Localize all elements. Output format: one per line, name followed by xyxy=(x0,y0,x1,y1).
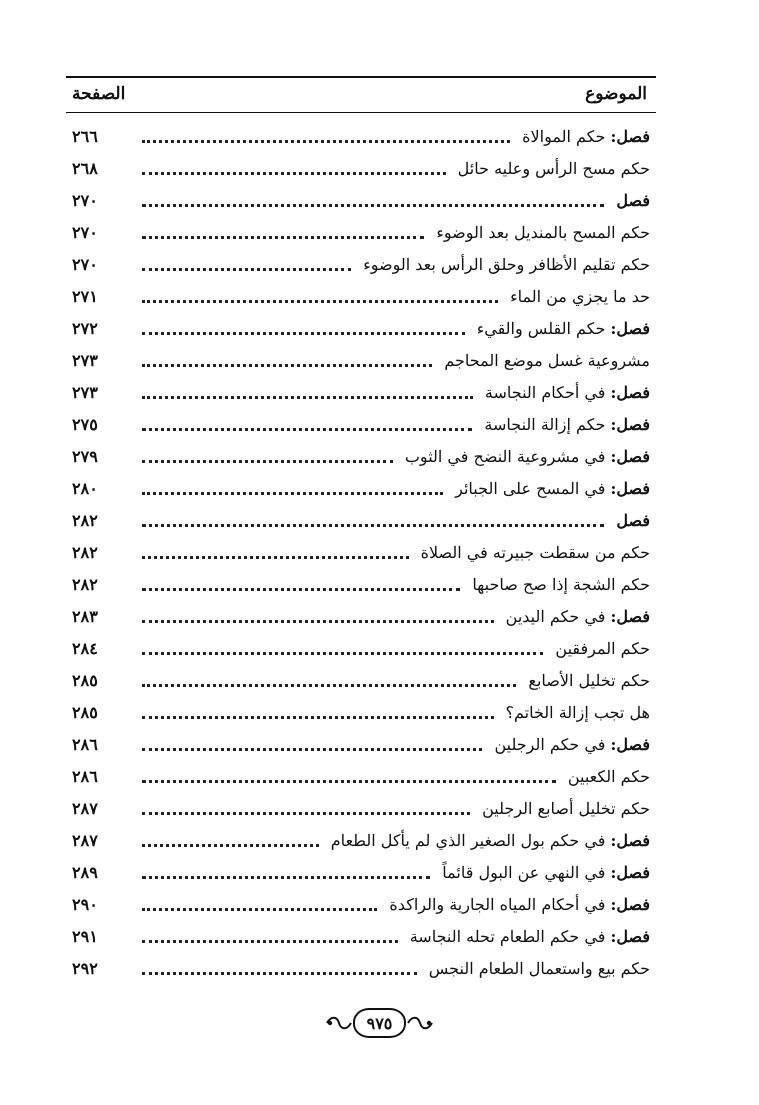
toc-entry-text: حكم الشجة إذا صح صاحبها xyxy=(472,574,650,594)
dot-leader xyxy=(142,908,377,911)
dot-leader xyxy=(142,556,409,559)
toc-entry-page: ٢٨٢ xyxy=(72,510,98,530)
toc-entry xyxy=(72,856,650,888)
toc-entry-prefix: فصل: xyxy=(610,126,650,146)
dot-leader xyxy=(142,876,430,879)
toc-entry-title xyxy=(547,639,650,658)
dot-leader xyxy=(142,812,470,815)
page-number: ٩٧٥ xyxy=(353,1008,407,1038)
toc-entry xyxy=(72,248,650,280)
toc-entry-text: في المسح على الجبائر xyxy=(455,478,606,498)
toc-entry-text: حكم المرفقين xyxy=(555,638,650,658)
toc-entry-page: ٢٧٣ xyxy=(72,382,98,402)
toc-entry-text: حكم الكعبين xyxy=(567,766,650,786)
toc-entry xyxy=(72,920,650,952)
toc-entry-text: حكم المسح بالمنديل بعد الوضوء xyxy=(436,222,650,242)
toc-entry-title xyxy=(464,575,650,594)
toc-entry-page: ٢٧٠ xyxy=(72,190,98,210)
header-bottom-rule xyxy=(66,112,656,113)
toc-entry-text: حكم الموالاة xyxy=(522,126,606,146)
toc-entry-text: حكم تخليل أصابع الرجلين xyxy=(482,798,650,818)
toc-entry xyxy=(72,632,650,664)
toc-entry xyxy=(72,120,650,152)
dot-leader xyxy=(142,524,604,527)
dot-leader xyxy=(142,236,424,239)
toc-entry-prefix: فصل: xyxy=(610,862,650,882)
toc-entry-page: ٢٨٧ xyxy=(72,798,98,818)
toc-entry-page: ٢٨٥ xyxy=(72,670,98,690)
toc-entry-title xyxy=(476,415,650,434)
toc-entry-text: في مشروعية النضح في الثوب xyxy=(404,446,606,466)
toc-entry-text: هل تجب إزالة الخاتم؟ xyxy=(505,702,650,722)
toc-entry-page: ٢٨٦ xyxy=(72,766,98,786)
toc-entry-text: حكم إزالة النجاسة xyxy=(484,414,606,434)
toc-entry xyxy=(72,408,650,440)
toc-entry xyxy=(72,696,650,728)
toc-entry-text: في حكم الطعام تحله النجاسة xyxy=(409,926,606,946)
toc-entry-text: حكم من سقطت جبيرته في الصلاة xyxy=(420,542,650,562)
toc-entry-title xyxy=(560,767,650,786)
toc-entry-prefix: فصل: xyxy=(610,894,650,914)
dot-leader xyxy=(142,460,393,463)
toc-entry-text: في حكم اليدين xyxy=(505,606,606,626)
toc-entry-page: ٢٦٨ xyxy=(72,158,98,178)
toc-entry-title xyxy=(397,447,650,466)
toc-entry-prefix: فصل: xyxy=(610,446,650,466)
dot-leader xyxy=(142,588,460,591)
toc-entry-page: ٢٨٠ xyxy=(72,478,98,498)
toc-entry-prefix: فصل: xyxy=(610,414,650,434)
toc-entry xyxy=(72,664,650,696)
toc-entry-title xyxy=(323,831,650,850)
toc-entry xyxy=(72,312,650,344)
toc-entry xyxy=(72,728,650,760)
toc-entry-page: ٢٩٢ xyxy=(72,958,98,978)
dot-leader xyxy=(142,300,498,303)
toc-entry-text: حكم تخليل الأصابع xyxy=(528,670,650,690)
dot-leader xyxy=(142,748,482,751)
toc-entry xyxy=(72,824,650,856)
dot-leader xyxy=(142,780,556,783)
toc-entry-prefix: فصل: xyxy=(610,830,650,850)
toc-entry-title xyxy=(498,607,650,626)
toc-entry xyxy=(72,440,650,472)
header-topic-label: الموضوع xyxy=(585,84,647,104)
toc-entry xyxy=(72,280,650,312)
toc-entry-title xyxy=(421,959,650,978)
toc-entry xyxy=(72,760,650,792)
toc-entry-title xyxy=(447,479,650,498)
toc-entry-prefix: فصل xyxy=(616,190,650,210)
toc-entry xyxy=(72,536,650,568)
toc-entry-prefix: فصل: xyxy=(610,734,650,754)
toc-entry-text: في أحكام النجاسة xyxy=(484,382,606,402)
toc-entry-page: ٢٨٣ xyxy=(72,606,98,626)
toc-entry-title xyxy=(608,191,650,210)
toc-entry-title xyxy=(381,895,650,914)
toc-entry-title xyxy=(608,511,650,530)
toc-entry-title xyxy=(469,319,650,338)
toc-entry-title xyxy=(436,351,650,370)
toc-entry-title xyxy=(428,223,650,242)
toc-entry-prefix: فصل: xyxy=(610,382,650,402)
toc-entry xyxy=(72,472,650,504)
toc-entry-text: في حكم الرجلين xyxy=(494,734,606,754)
toc-entry-title xyxy=(413,543,650,562)
toc-entry xyxy=(72,792,650,824)
toc-entry-text: حكم مسح الرأس وعليه حائل xyxy=(457,158,650,178)
header-top-rule xyxy=(66,76,656,78)
toc-entry-page: ٢٧٩ xyxy=(72,446,98,466)
dot-leader xyxy=(142,204,604,207)
toc-entry-text: حكم تقليم الأظافر وحلق الرأس بعد الوضوء xyxy=(363,254,650,274)
toc-entry-page: ٢٨٢ xyxy=(72,542,98,562)
toc-entry-title xyxy=(355,255,650,274)
dot-leader xyxy=(142,172,446,175)
page-footer xyxy=(0,1005,759,1041)
toc-entry-prefix: فصل: xyxy=(610,318,650,338)
dot-leader xyxy=(142,332,465,335)
toc-entry-page: ٢٨٧ xyxy=(72,830,98,850)
toc-entry-title xyxy=(514,127,650,146)
toc-entry-page: ٢٧٠ xyxy=(72,254,98,274)
toc-entry-title xyxy=(450,159,650,178)
toc-entry-page: ٢٨٩ xyxy=(72,862,98,882)
dot-leader xyxy=(142,684,516,687)
toc-entry-title xyxy=(474,799,650,818)
toc-entry-title xyxy=(502,287,650,306)
toc-entry xyxy=(72,152,650,184)
toc-entry-page: ٢٧٠ xyxy=(72,222,98,242)
toc-entry-title xyxy=(486,735,650,754)
toc-entry-text: في النهي عن البول قائماً xyxy=(442,862,606,882)
toc-entry-prefix: فصل: xyxy=(610,926,650,946)
toc-entry-text: حكم بيع واستعمال الطعام النجس xyxy=(428,958,650,978)
table-of-contents xyxy=(72,120,650,984)
toc-entry-page: ٢٨٤ xyxy=(72,638,98,658)
toc-entry-page: ٢٨٦ xyxy=(72,734,98,754)
dot-leader xyxy=(142,620,494,623)
dot-leader xyxy=(142,492,443,495)
dot-leader xyxy=(142,716,494,719)
dot-leader xyxy=(142,268,351,271)
toc-entry-prefix: فصل xyxy=(616,510,650,530)
toc-entry-page: ٢٧٣ xyxy=(72,350,98,370)
toc-entry-page: ٢٦٦ xyxy=(72,126,98,146)
toc-entry xyxy=(72,888,650,920)
toc-entry-prefix: فصل: xyxy=(610,606,650,626)
toc-entry-page: ٢٧١ xyxy=(72,286,98,306)
dot-leader xyxy=(142,396,473,399)
toc-entry-page: ٢٨٢ xyxy=(72,574,98,594)
toc-entry xyxy=(72,952,650,984)
toc-entry xyxy=(72,184,650,216)
toc-entry-page: ٢٩٠ xyxy=(72,894,98,914)
toc-entry-text: حد ما يجزي من الماء xyxy=(510,286,650,306)
dot-leader xyxy=(142,364,432,367)
toc-entry-page: ٢٧٥ xyxy=(72,414,98,434)
toc-entry-text: مشروعية غسل موضع المحاجم xyxy=(444,350,650,370)
toc-entry-text: حكم القلس والقيء xyxy=(476,318,606,338)
dot-leader xyxy=(142,972,417,975)
flourish-right-icon xyxy=(406,1014,434,1032)
toc-entry-text: في أحكام المياه الجارية والراكدة xyxy=(389,894,606,914)
dot-leader xyxy=(142,652,543,655)
toc-entry-page: ٢٧٢ xyxy=(72,318,98,338)
dot-leader xyxy=(142,940,398,943)
flourish-left-icon xyxy=(325,1014,353,1032)
toc-entry xyxy=(72,344,650,376)
toc-entry xyxy=(72,504,650,536)
toc-entry-title xyxy=(402,927,650,946)
toc-entry-title xyxy=(520,671,650,690)
dot-leader xyxy=(142,428,472,431)
toc-entry-page: ٢٨٥ xyxy=(72,702,98,722)
toc-entry-prefix: فصل: xyxy=(610,478,650,498)
dot-leader xyxy=(142,140,510,143)
toc-entry xyxy=(72,376,650,408)
toc-entry xyxy=(72,216,650,248)
dot-leader xyxy=(142,844,319,847)
toc-entry xyxy=(72,568,650,600)
toc-entry-page: ٢٩١ xyxy=(72,926,98,946)
page-number-ornament xyxy=(325,1008,435,1038)
toc-entry-title xyxy=(498,703,651,722)
toc-entry xyxy=(72,600,650,632)
toc-entry-title xyxy=(477,383,650,402)
toc-entry-title xyxy=(434,863,650,882)
toc-entry-text: في حكم بول الصغير الذي لم يأكل الطعام xyxy=(330,830,606,850)
header-page-label: الصفحة xyxy=(72,84,126,104)
